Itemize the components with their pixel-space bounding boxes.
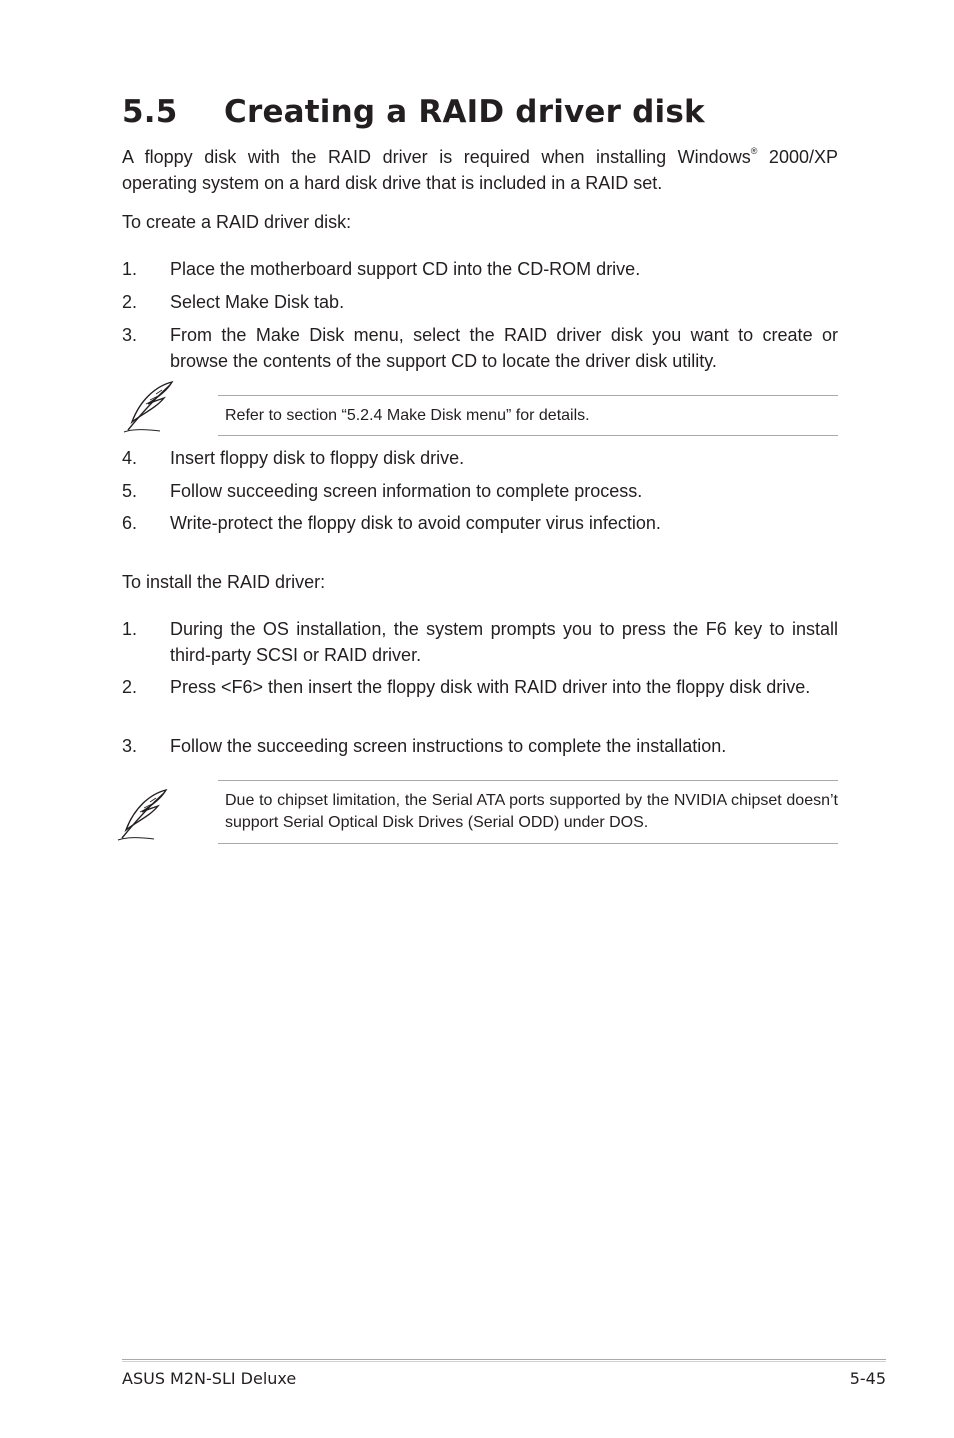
note-box-2 <box>218 780 838 844</box>
step-text: Place the motherboard support CD into the CD-ROM drive. <box>170 259 641 279</box>
install-step-2 <box>122 674 838 700</box>
step-text: Follow the succeeding screen instructions to complete the installation. <box>170 736 727 756</box>
step-text: Insert floppy disk to floppy disk drive. <box>170 448 465 468</box>
note-text: Refer to section “5.2.4 Make Disk menu” for details. <box>225 406 590 424</box>
install-label: To install the RAID driver: <box>122 572 326 592</box>
footer-divider <box>122 1359 886 1362</box>
step-number: 4. <box>122 448 138 468</box>
section-title: Creating a RAID driver disk <box>224 94 705 130</box>
install-step-1 <box>122 616 838 668</box>
step-number: 6. <box>122 513 138 533</box>
feather-quill-icon <box>114 786 174 844</box>
install-step-3 <box>122 733 838 759</box>
create-step-4 <box>122 445 838 471</box>
section-heading <box>122 88 705 136</box>
registered-mark: ® <box>750 146 758 156</box>
step-text: Write-protect the floppy disk to avoid computer virus infection. <box>170 513 661 533</box>
create-step-6 <box>122 510 838 536</box>
step-number: 3. <box>122 325 138 345</box>
create-step-1 <box>122 256 838 282</box>
create-step-2 <box>122 289 838 315</box>
intro-text-before: A floppy disk with the RAID driver is required when installing Windows <box>122 147 751 167</box>
note-box-1 <box>218 395 838 436</box>
step-text: During the OS installation, the system prompts you to press the F6 key to install third-party SCSI or RAID driver. <box>170 619 838 665</box>
step-number: 2. <box>122 292 138 312</box>
step-number: 2. <box>122 677 138 697</box>
step-number: 1. <box>122 259 138 279</box>
create-step-5 <box>122 478 838 504</box>
create-step-3 <box>122 322 838 374</box>
step-text: Follow succeeding screen information to complete process. <box>170 481 643 501</box>
section-number: 5.5 <box>122 94 178 130</box>
step-number: 1. <box>122 619 138 639</box>
step-text: Press <F6> then insert the floppy disk with RAID driver into the floppy disk drive. <box>170 677 811 697</box>
create-label: To create a RAID driver disk: <box>122 212 352 232</box>
step-number: 3. <box>122 736 138 756</box>
step-text: Select Make Disk tab. <box>170 292 345 312</box>
footer-product: ASUS M2N-SLI Deluxe <box>122 1369 297 1388</box>
footer-page-number: 5-45 <box>849 1369 886 1388</box>
step-number: 5. <box>122 481 138 501</box>
note-text: Due to chipset limitation, the Serial ATA ports supported by the NVIDIA chipset doesn’t support Serial Optical Disk Drives (Serial ODD) under DOS. <box>225 792 838 831</box>
feather-quill-icon <box>120 378 180 436</box>
intro-paragraph <box>122 144 838 196</box>
intro-text-after: 2000/XP operating system on a hard disk drive that is included in a RAID set. <box>122 147 838 193</box>
step-text: From the Make Disk menu, select the RAID driver disk you want to create or browse the contents of the support CD to locate the driver disk utility. <box>170 325 838 371</box>
